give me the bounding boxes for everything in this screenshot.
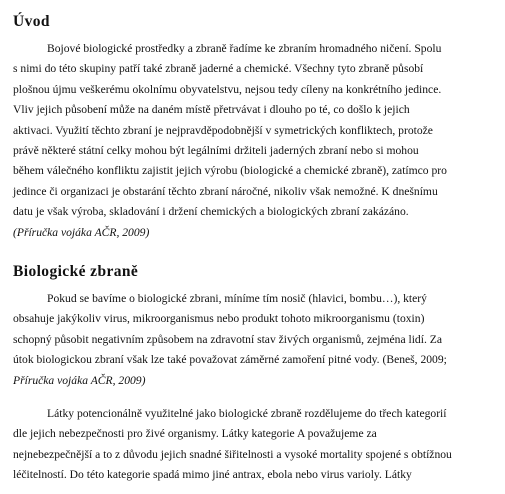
- text-line: útok biologickou zbraní však lze také považovat záměrné zamoření pitné vody. (Beneš, 2009;: [13, 353, 447, 367]
- text-line: jedince či organizaci je obstarání těchto zbraní náročné, nikoliv však nemožné. K dnešnímu: [13, 184, 438, 198]
- text-line: Vliv jejich působení může na daném místě přetrvávat i dlouho po té, co došlo k jejich: [13, 103, 410, 117]
- text-line: aktivaci. Využití těchto zbraní je nejpravděpodobnější v symetrických konfliktech, protože: [13, 123, 433, 137]
- text-line: Pokud se bavíme o biologické zbrani, míníme tím nosič (hlavici, bombu…), který: [47, 292, 427, 305]
- citation: (Příručka vojáka AČR, 2009): [13, 225, 150, 239]
- text-line: během válečného konfliktu zajistit jejich výrobu (biologické a chemické zbraně), zatímco pro: [13, 164, 447, 178]
- section-heading-uvod: Úvod: [13, 13, 50, 30]
- text-line: dle jejich nebezpečnosti pro živé organismy. Látky kategorie A považujeme za: [13, 427, 377, 441]
- text-line: Látky potencionálně využitelné jako biologické zbraně rozdělujeme do třech kategorií: [47, 407, 447, 420]
- text-line: právě některé státní celky mohou být legálními držiteli jaderných zbraní nebo si mohou: [13, 144, 419, 158]
- citation: Příručka vojáka AČR, 2009): [13, 373, 146, 387]
- bio-paragraph-1: [13, 289, 493, 391]
- bio-paragraph-2: [13, 404, 493, 486]
- text-line: plošnou újmu veškerému okolnímu obyvatelstvu, nejsou tedy cíleny na konkrétního jedince.: [13, 82, 442, 96]
- text-line: Bojové biologické prostředky a zbraně řadíme ke zbraním hromadného ničení. Spolu: [47, 42, 442, 55]
- intro-paragraph: [13, 39, 493, 243]
- text-line: s nimi do této skupiny patří také zbraně jaderné a chemické. Všechny tyto zbraně působí: [13, 62, 424, 76]
- text-line: obsahuje jakýkoliv virus, mikroorganismus nebo produkt tohoto mikroorganismu (toxin): [13, 312, 425, 326]
- section-heading-biologicke-zbrane: Biologické zbraně: [13, 263, 139, 280]
- text-line: schopný působit negativním způsobem na zdravotní stav živých organismů, zejména lidí. Za: [13, 332, 442, 346]
- text-line: nejnebezpečnější a to z důvodu jejich snadné šiřitelnosti a vysoké mortality spojené s obtížnou: [13, 447, 452, 461]
- text-line: datu je však výroba, skladování i držení chemických a biologických zbraní zakázáno.: [13, 205, 409, 219]
- text-line: léčitelností. Do této kategorie spadá mimo jiné antrax, ebola nebo virus varioly. Látky: [13, 468, 412, 482]
